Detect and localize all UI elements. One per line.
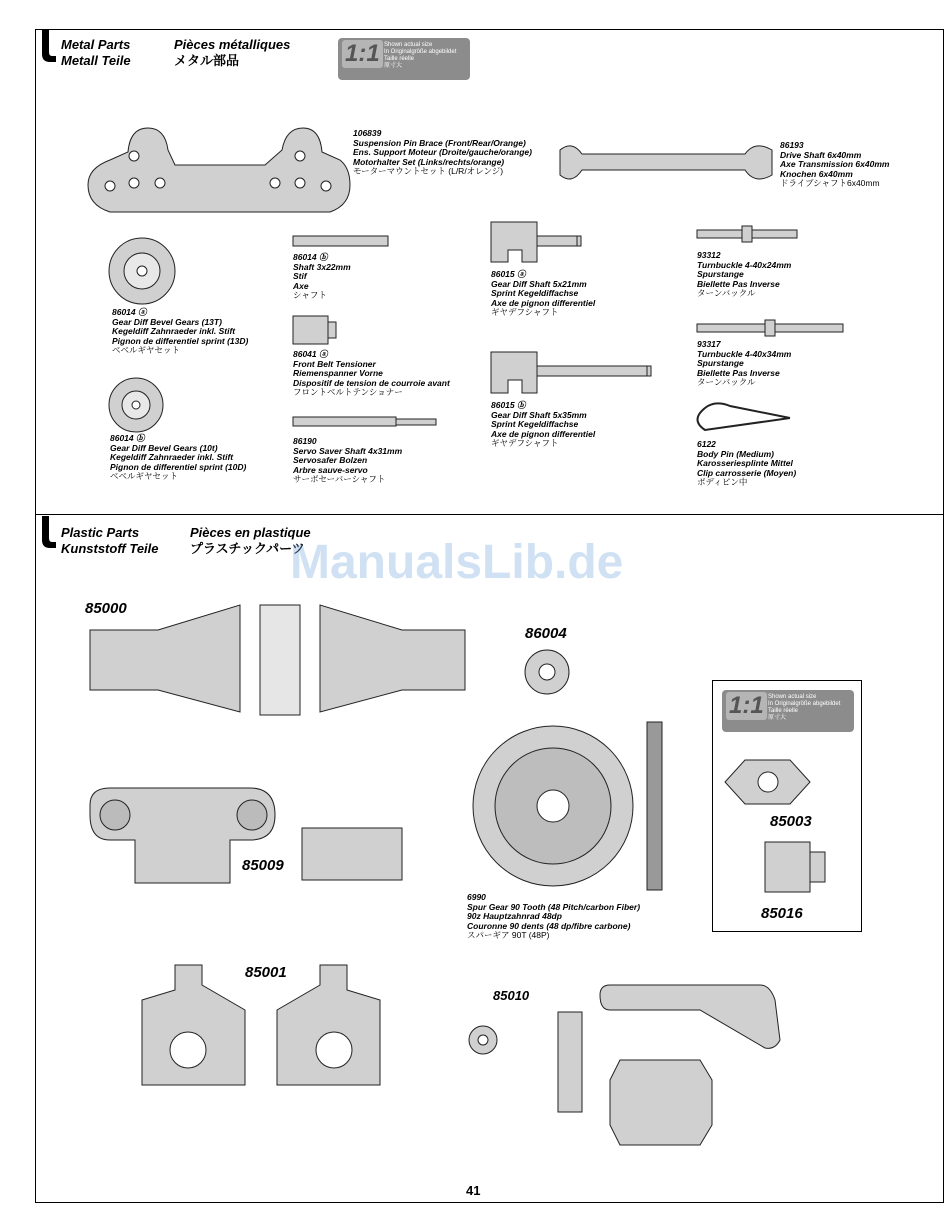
- shaft-drawing: [293, 236, 388, 246]
- part-label-86190: 86190 Servo Saver Shaft 4x31mm Servosafer Bolzen Arbre sauve-servo サーボセーバーシャフト: [293, 436, 403, 484]
- inset-scale-ratio: 1:1: [726, 692, 767, 720]
- inset-actual-size-badge: [722, 690, 854, 732]
- body-pin-drawing: [698, 403, 791, 430]
- page-number: 41: [466, 1183, 481, 1198]
- mount-plate-drawing: [610, 1060, 712, 1145]
- scale-ratio: 1:1: [342, 40, 383, 68]
- servo-saver-shaft-drawing: [293, 417, 396, 426]
- suspension-arm-drawing: [90, 605, 240, 712]
- part-label-86041: 86041 ⓐ Front Belt Tensioner Riemenspanner Vorne Dispositif de tension de courroie avant フロントベルトテンショナー: [293, 349, 450, 397]
- plastic-title-en: Plastic Parts: [61, 525, 140, 540]
- inset-scale-text: Shown actual size In Originalgröße abgebildet Taille réelle 原寸大: [768, 694, 841, 721]
- part-label-86015b: 86015 ⓑ Gear Diff Shaft 5x35mm Sprint Kegeldiffachse Axe de pignon differentiel ギヤデフシャフト: [491, 400, 596, 448]
- part-label-86193: 86193 Drive Shaft 6x40mm Axe Transmission 6x40mm Knochen 6x40mm ドライブシャフト6x40mm: [780, 140, 890, 188]
- metal-title-en: Metal Parts: [61, 37, 131, 52]
- part-label-6990: 6990 Spur Gear 90 Tooth (48 Pitch/carbon Fiber) 90z Hauptzahnrad 48dp Couronne 90 dents (48 dp/fibre carbone) スパーギア 90T (48P): [467, 892, 641, 940]
- metal-title-ja: メタル部品: [174, 53, 240, 68]
- part-number-85001: 85001: [245, 964, 287, 981]
- plastic-title-de: Kunststoff Teile: [61, 541, 159, 556]
- part-label-106839: 106839 Suspension Pin Brace (Front/Rear/Orange) Ens. Support Moteur (Droite/gauche/orange) Motorhalter Set (Links/rechts/orange) モーターマウントセット (L/R/オレンジ): [353, 128, 532, 176]
- part-label-93312: 93312 Turnbuckle 4-40x24mm Spurstange Biellette Pas Inverse ターンバックル: [697, 250, 792, 298]
- plastic-title-ja: プラスチックパーツ: [190, 541, 305, 556]
- part-label-86014a: 86014 ⓐ Gear Diff Bevel Gears (13T) Kegeldiff Zahnraeder inkl. Stift Pignon de differentiel sprint (13D) ベベルギヤセット: [112, 307, 249, 355]
- turnbuckle-long-drawing: [697, 324, 765, 332]
- metal-title-de: Metall Teile: [61, 53, 131, 68]
- part-label-86015a: 86015 ⓐ Gear Diff Shaft 5x21mm Sprint Kegeldiffachse Axe de pignon differentiel ギヤデフシャフト: [491, 269, 596, 317]
- part-number-85016: 85016: [761, 905, 803, 922]
- scale-text: Shown actual size In Originalgröße abgebildet Taille réelle 原寸大: [384, 42, 457, 69]
- metal-title-fr: Pièces métalliques: [174, 37, 291, 52]
- belt-tensioner-drawing: [293, 316, 328, 344]
- plastic-title-fr: Pièces en plastique: [190, 525, 311, 540]
- part-label-93317: 93317 Turnbuckle 4-40x34mm Spurstange Biellette Pas Inverse ターンバックル: [697, 339, 792, 387]
- part-number-85000: 85000: [85, 600, 127, 617]
- part-number-85010: 85010: [493, 988, 530, 1003]
- turnbuckle-drawing: [697, 230, 742, 238]
- suspension-pin-brace-drawing: [88, 128, 350, 212]
- part-label-86014b: 86014 ⓑ Shaft 3x22mm Stif Axe シャフト: [293, 252, 351, 300]
- diff-shaft-long-drawing: [491, 352, 537, 393]
- drive-shaft-drawing: [560, 146, 772, 179]
- diff-shaft-drawing: [491, 222, 537, 262]
- watermark: ManualsLib.de: [290, 536, 624, 589]
- part-label-86014b-gears: 86014 ⓑ Gear Diff Bevel Gears (10t) Kegeldiff Zahnraeder inkl. Stift Pignon de differentiel sprint (10D) ベベルギヤセット: [110, 433, 247, 481]
- part-label-6122: 6122 Body Pin (Medium) Karosseriesplinte Mittel Clip carrosserie (Moyen) ボディピン中: [697, 439, 797, 487]
- part-number-86004: 86004: [525, 625, 567, 642]
- part-number-85009: 85009: [242, 857, 284, 874]
- part-number-85003: 85003: [770, 813, 812, 830]
